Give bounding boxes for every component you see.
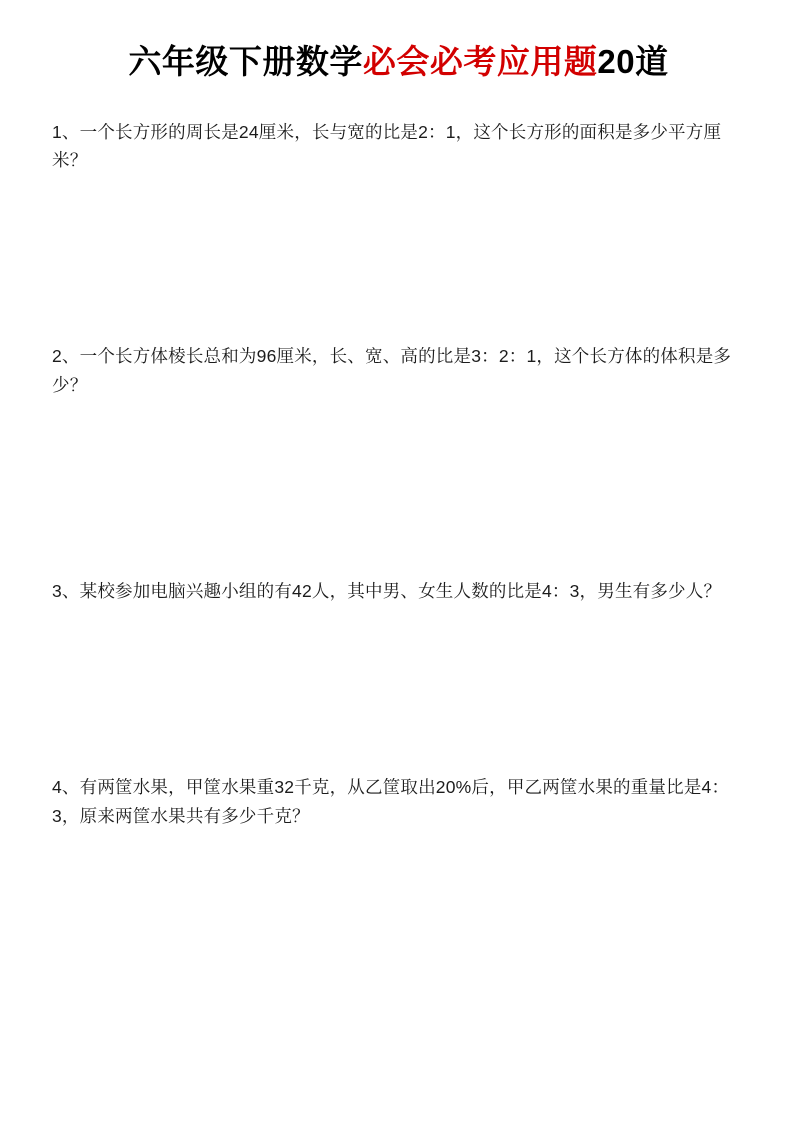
page-title-segment-highlight: 必会必考应用题 bbox=[362, 43, 598, 80]
page-title-segment-prefix: 六年级下册数学 bbox=[128, 43, 363, 80]
page-title bbox=[52, 42, 745, 82]
problem-item-4: 4、有两筐水果，甲筐水果重32千克，从乙筐取出20%后，甲乙两筐水果的重量比是4：3，原来两筐水果共有多少千克？ bbox=[52, 777, 730, 826]
problem-item-1: 1、一个长方形的周长是24厘米，长与宽的比是2：1，这个长方形的面积是多少平方厘米？ bbox=[52, 121, 722, 170]
problem-item-2: 2、一个长方体棱长总和为96厘米，长、宽、高的比是3：2：1，这个长方体的体积是多少？ bbox=[52, 346, 732, 395]
problem-list bbox=[52, 118, 745, 830]
problem-item-3: 3、某校参加电脑兴趣小组的有42人，其中男、女生人数的比是4：3，男生有多少人？ bbox=[52, 580, 722, 601]
page-title-segment-suffix: 20道 bbox=[597, 43, 669, 80]
